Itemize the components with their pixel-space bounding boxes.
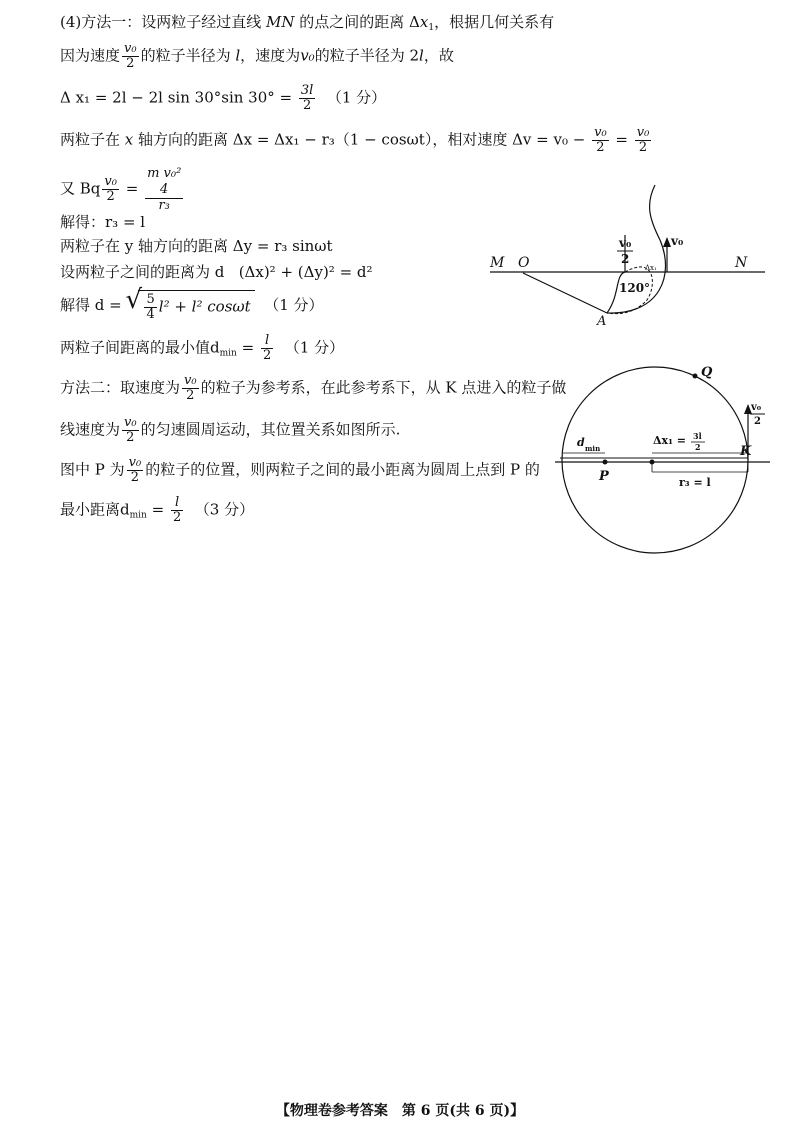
text-segment: 的粒子为参考系，在此参考系下，从 K 点进入的粒子做 — [200, 378, 567, 397]
fraction: $\frac{\text{v₀}}{2}$ — [124, 415, 137, 445]
page-footer: 【物理卷参考答案 第 6 页(共 6 页)】 — [275, 1103, 525, 1119]
text-segment: x — [419, 13, 429, 31]
label-dmin: d — [577, 436, 585, 449]
text-segment: = — [120, 179, 144, 198]
line-1 — [60, 12, 554, 38]
line-4 — [60, 126, 653, 155]
label-dx1-den: 2 — [695, 442, 701, 452]
text-segment: 的点之间的距离 Δ — [294, 13, 420, 31]
label-dx1: Δx₁ — [645, 264, 657, 272]
fraction: $\frac{3l}{2}$ — [300, 83, 314, 113]
line-13 — [60, 456, 540, 485]
text-segment: 方法二：取速度为 — [60, 378, 181, 397]
line-10 — [60, 334, 344, 364]
text-segment: 轴方向的距离 Δx = Δx₁ − r₃（1 − cosωt），相对速度 Δv = v₀ − — [133, 130, 591, 149]
label-angle: 120° — [619, 281, 651, 295]
reference-circle — [562, 367, 748, 553]
line-8 — [60, 262, 373, 282]
text-segment: 两粒子在 y 轴方向的距离 Δy = r₃ sinωt — [60, 237, 333, 255]
label-r3: r₃ = l — [679, 476, 711, 489]
text-segment: 最小距离d — [60, 500, 130, 519]
fraction: $\frac{l}{2}$ — [262, 333, 272, 363]
fraction: $\frac{\text{v₀}}{2}$ — [636, 125, 650, 155]
text-segment: ，速度为 — [240, 46, 301, 65]
label-dx1: Δx₁ = — [653, 434, 686, 447]
text-segment: l — [235, 46, 241, 65]
point-q — [693, 374, 698, 379]
equation: Δ x₁ = 2l − 2l sin 30°sin 30° = — [60, 88, 297, 107]
label-v0-half-num: v₀ — [619, 236, 632, 250]
line-2 — [60, 42, 454, 71]
label-v0-half-den: 2 — [621, 252, 630, 266]
text-segment: 设两粒子之间的距离为 d — [60, 263, 225, 281]
text-segment: 两粒子在 — [60, 130, 125, 149]
text-segment: (4)方法一：设两粒子经过直线 — [60, 13, 267, 31]
text-segment: MN — [266, 13, 295, 31]
fraction-compound: m v₀² 4 r₃ — [147, 166, 182, 213]
fraction: $\frac{\text{v₀}}{2}$ — [124, 41, 137, 71]
text-segment: 解得：r₃ = l — [60, 213, 146, 231]
square-root: √ $\frac{5}{4}$ l² + l² cosωt — [138, 290, 254, 322]
line-9 — [60, 290, 324, 322]
text-segment: = — [610, 130, 633, 149]
line-6 — [60, 212, 145, 232]
text-segment: 的粒子的位置，则两粒子之间的最小距离为圆周上点到 P 的 — [145, 460, 540, 479]
figure-2-diagram — [555, 360, 775, 555]
figure-1-diagram — [485, 175, 770, 335]
text-segment: l — [419, 46, 424, 65]
fraction: $\frac{\text{v₀}}{2}$ — [184, 373, 197, 403]
line-11 — [60, 374, 566, 403]
text-segment: v₀ — [300, 46, 315, 65]
label-a: A — [597, 314, 607, 329]
text-segment: 图中 P 为 — [60, 460, 125, 479]
text-segment: min — [129, 510, 147, 521]
text-segment: ，根据几何关系有 — [434, 13, 555, 31]
label-dmin-sub: min — [585, 444, 601, 453]
label-dx1-num: 3l — [693, 431, 702, 441]
text-segment: 两粒子间距离的最小值d — [60, 338, 220, 357]
fraction: $\frac{\text{v₀}}{2}$ — [128, 455, 142, 485]
segment-oa — [523, 273, 607, 313]
label-o: O — [518, 255, 530, 271]
label-v0-half-num: v₀ — [751, 402, 762, 413]
score: （3 分） — [194, 500, 255, 519]
score: （1 分） — [326, 88, 387, 107]
arrow-v0 — [663, 237, 671, 247]
text-segment: 因为速度 — [60, 46, 121, 65]
line-7 — [60, 236, 333, 256]
label-p: P — [599, 469, 609, 484]
label-n: N — [735, 255, 748, 271]
text-segment: 的粒子半径为 — [140, 46, 236, 65]
point-p — [603, 460, 608, 465]
fraction: $\frac{\text{v₀}}{2}$ — [594, 125, 607, 155]
score: （1 分） — [284, 338, 345, 357]
fraction: $\frac{l}{2}$ — [172, 495, 182, 525]
text-segment: 的匀速圆周运动，其位置关系如图所示. — [140, 420, 401, 439]
line-3 — [60, 84, 386, 113]
label-v0-half-den: 2 — [754, 416, 761, 427]
label-k: K — [740, 444, 752, 459]
text-segment: 的粒子半径为 2 — [314, 46, 419, 65]
text-segment: 线速度为 — [60, 420, 121, 439]
label-m: M — [490, 255, 505, 271]
label-q: Q — [701, 365, 713, 380]
text-segment: 1 — [428, 23, 435, 33]
line-14 — [60, 496, 254, 526]
text-segment: = — [146, 500, 169, 519]
text-segment: 又 Bq — [60, 179, 101, 198]
text-segment: = — [236, 338, 259, 357]
text-segment: 解得 d = — [60, 296, 127, 314]
text-segment: min — [219, 348, 237, 359]
score: （1 分） — [264, 296, 324, 314]
label-v0: v₀ — [671, 234, 684, 248]
equation: (Δx)² + (Δy)² = d² — [238, 263, 373, 281]
line-12 — [60, 416, 400, 445]
text-segment: x — [124, 130, 134, 149]
fraction: $\frac{\text{v₀}}{2}$ — [104, 174, 117, 204]
line-5 — [60, 166, 185, 213]
text-segment: ，故 — [423, 46, 454, 65]
